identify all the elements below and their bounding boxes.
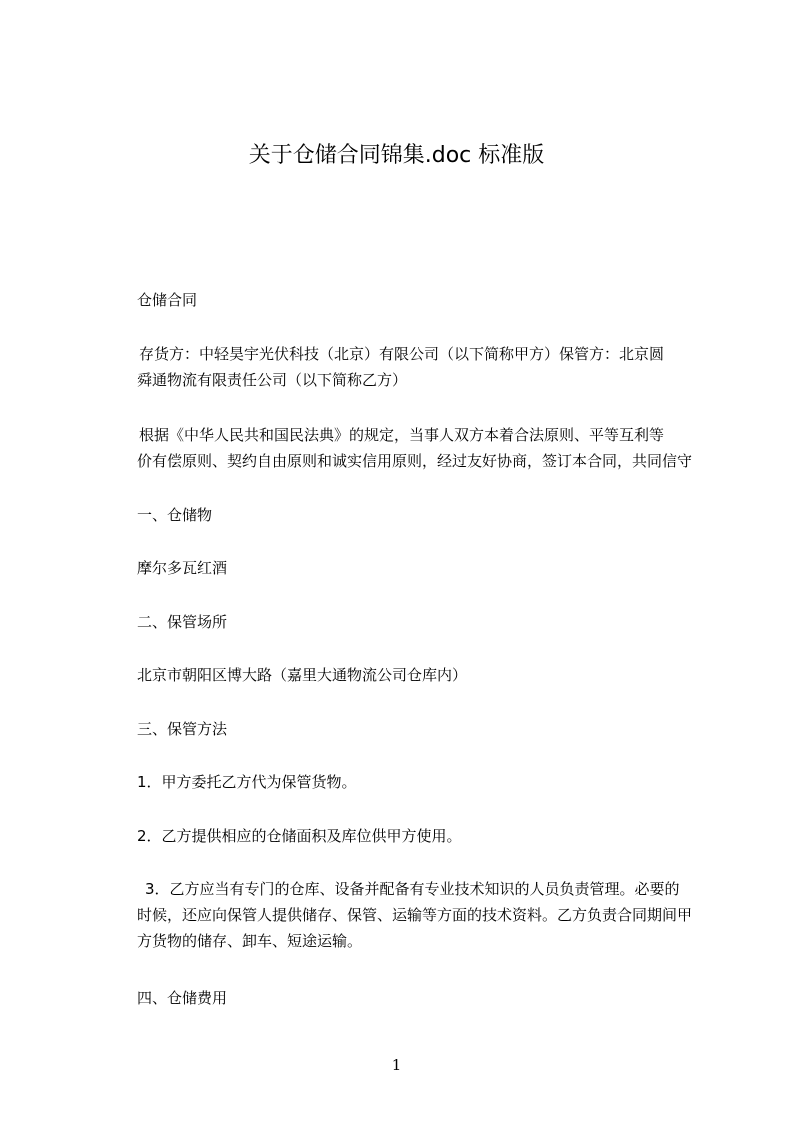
paragraph-line: 舜通物流有限责任公司（以下简称乙方） [137,371,408,389]
paragraph-line: 3．乙方应当有专门的仓库、设备并配备有专业技术知识的人员负责管理。必要的 [145,880,680,898]
section-heading-1 [137,502,713,528]
document-title: 关于仓储合同锦集.doc 标准版 [248,143,545,168]
paragraph-line: 四、仓储费用 [137,989,228,1007]
paragraph-line: 一、仓储物 [137,506,213,524]
paragraph-line: 1．甲方委托乙方代为保管货物。 [137,773,357,791]
paragraph-line: 仓储合同 [137,291,198,309]
paragraph-location [137,662,713,688]
paragraph-line: 时候，还应向保管人提供储存、保管、运输等方面的技术资料。乙方负责合同期间甲 [137,906,693,924]
paragraph-line: 二、保管场所 [137,613,228,631]
paragraph-line: 价有偿原则、契约自由原则和诚实信用原则，经过友好协商，签订本合同，共同信守 [137,452,693,470]
page-number: 1 [391,1056,402,1074]
paragraph-clause-1 [137,769,713,795]
paragraph-clause-3 [137,876,713,954]
paragraph-parties [137,341,713,393]
section-heading-2 [137,609,713,635]
paragraph-clause-2 [137,823,713,849]
paragraph-line: 存货方：中轻昊宇光伏科技（北京）有限公司（以下简称甲方）保管方：北京圆 [139,345,665,363]
paragraph-line: 方货物的储存、卸车、短途运输。 [137,932,363,950]
paragraph-goods [137,555,713,581]
paragraph-line: 北京市朝阳区博大路（嘉里大通物流公司仓库内） [137,666,468,684]
section-heading-3 [137,716,713,742]
paragraph-line: 三、保管方法 [137,720,228,738]
paragraph-line: 根据《中华人民共和国民法典》的规定，当事人双方本着合法原则、平等互利等 [139,426,665,444]
heading-contract [137,287,713,313]
paragraph-line: 摩尔多瓦红酒 [137,559,228,577]
paragraph-line: 2．乙方提供相应的仓储面积及库位供甲方使用。 [137,827,462,845]
section-heading-4 [137,985,713,1011]
paragraph-preamble [137,422,713,474]
